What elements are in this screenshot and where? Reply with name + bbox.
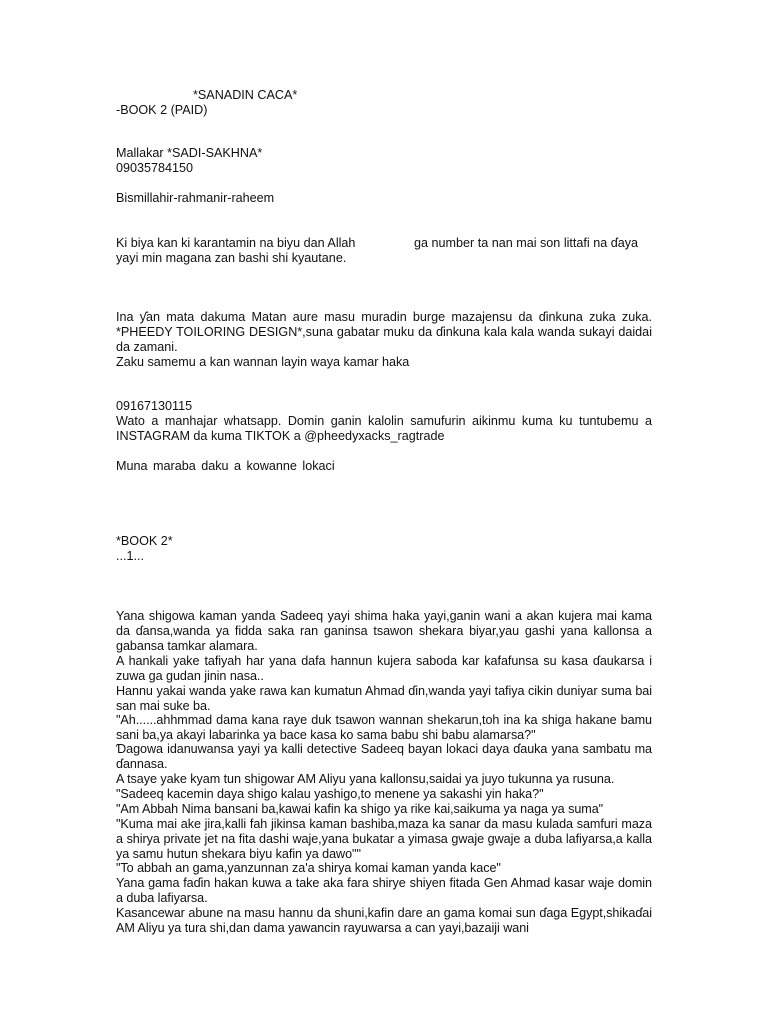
advert-paragraph-3: Wato a manhajar whatsapp. Domin ganin kalolin samufurin aikinmu kuma ku tuntubemu a INSTAGRAM da kuma TIKTOK a @pheedyxacks_ragtrade	[116, 414, 652, 443]
author-line: Mallakar *SADI-SAKHNA*	[116, 146, 263, 160]
story-paragraph: Kasancewar abune na masu hannu da shuni,kafin dare an gama komai sun ɗaga Egypt,shikaɗai AM Aliyu ya tura shi,dan dama yawancin rayuwarsa a can yayi,bazaiji wani	[116, 906, 652, 935]
author-phone: 09035784150	[116, 161, 194, 175]
advert-paragraph-1: Ina ƴan mata dakuma Matan aure masu muradin burge mazajensu da ɗinkuna zuka zuka. *PHEEDY TOILORING DESIGN*,suna gabatar muku da ɗinkuna kala kala wanda sukayi daidai da zamani.	[116, 310, 652, 354]
story-paragraph: "Am Abbah Nima bansani ba,kawai kafin ka shigo ya rike kai,saikuma ya naga ya suma"	[116, 802, 604, 816]
story-paragraph: "Sadeeq kacemin daya shigo kalau yashigo,to menene ya sakashi yin haka?"	[116, 787, 544, 801]
intro-line-right: ga number ta nan mai son littafi na ɗaya	[414, 236, 639, 250]
advert-paragraph-2: Zaku samemu a kan wannan layin waya kamar haka	[116, 355, 410, 369]
story-paragraph: Ɗagowa idanuwansa yayi ya kalli detective Sadeeq bayan lokaci daya ɗauka yana sambatu ma ɗannasa.	[116, 742, 652, 771]
advert-phone: 09167130115	[116, 399, 193, 413]
book-label: -BOOK 2 (PAID)	[116, 103, 208, 117]
story-paragraph: "To abbah an gama,yanzunnan za'a shirya komai kaman yanda kace"	[116, 861, 501, 875]
story-paragraph: "Kuma mai ake jira,kalli fah jikinsa kaman bashiba,maza ka sanar da masu kulada samfuri maza a shirya private jet na fita dashi waje,yana bukatar a yimasa gwaje gwaje a duba lafiyarsa,a kalla ya samu hutun shekara biyu kafin ya dawo""	[116, 817, 652, 861]
chapter-number: ...1...	[116, 549, 144, 563]
advert-paragraph-4: Muna maraba daku a kowanne lokaci	[116, 459, 335, 473]
intro-line-left: Ki biya kan ki karantamin na biyu dan Allah	[116, 236, 356, 250]
story-paragraph: Hannu yakai wanda yake rawa kan kumatun Ahmad ɗin,wanda yayi tafiya cikin duniyar suma bai san mai suke ba.	[116, 684, 652, 713]
story-paragraph: Yana gama faɗin hakan kuwa a take aka fara shirye shiyen fitada Gen Ahmad kasar waje domin a duba lafiyarsa.	[116, 876, 652, 905]
story-paragraph: "Ah......ahhmmad dama kana raye duk tsawon wannan shekarun,toh ina ka shiga hakane bamu sani ba,ya akayi labarinka ya bace kasa ko sama babu shi babu alamarsa?"	[116, 713, 652, 742]
story-paragraph: A tsaye yake kyam tun shigowar AM Aliyu yana kallonsu,saidai ya juyo tukunna ya rusuna.	[116, 772, 615, 786]
bismillah-line: Bismillahir-rahmanir-raheem	[116, 191, 275, 205]
chapter-book-label: *BOOK 2*	[116, 534, 173, 548]
story-paragraph: Yana shigowa kaman yanda Sadeeq yayi shima haka yayi,ganin wani a akan kujera mai kama da ɗansa,wanda ya fidda saka ran ganinsa tsawon shekara biyar,yau gashi yana kallonsa a gabansa tamkar alamara.	[116, 609, 652, 653]
story-paragraph: A hankali yake tafiyah har yana dafa hannun kujera saboda kar kafafunsa su kasa ɗaukarsa i zuwa ga gudan jinin nasa..	[116, 654, 652, 683]
intro-line-2: yayi min magana zan bashi shi kyautane.	[116, 251, 347, 265]
document-title: *SANADIN CACA*	[193, 88, 298, 102]
